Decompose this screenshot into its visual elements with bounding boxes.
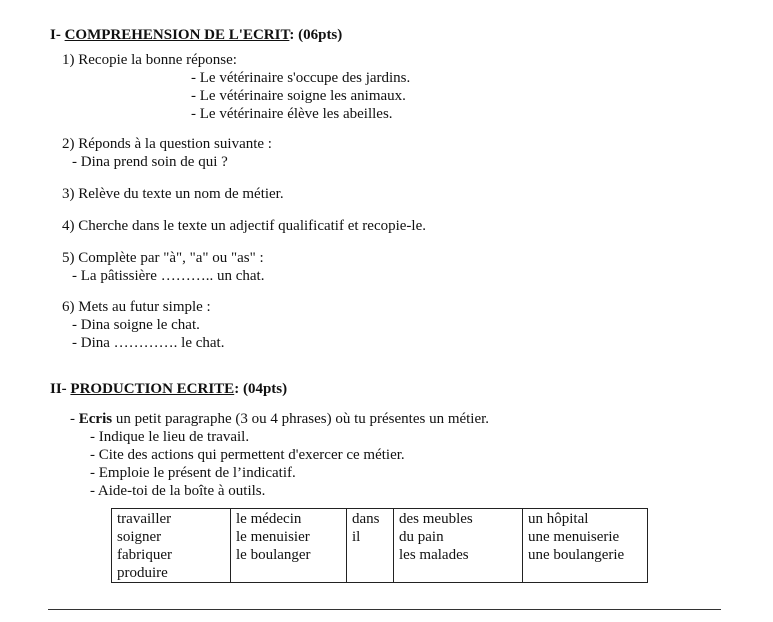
section-2-heading: [50, 380, 287, 398]
section-2-prefix: II-: [50, 381, 71, 397]
toolbox-word: le médecin: [236, 511, 302, 527]
toolbox-people-cell: [231, 509, 347, 583]
question-5: 5) Complète par "à", "a" ou "as" :: [62, 250, 264, 266]
bottom-divider: [48, 609, 721, 610]
q6-line-1: - Dina soigne le chat.: [72, 317, 200, 333]
task-item-2: - Cite des actions qui permettent d'exercer ce métier.: [90, 447, 405, 463]
toolbox-word: une menuiserie: [528, 529, 620, 545]
task-item-1: - Indique le lieu de travail.: [90, 429, 250, 445]
question-3: 3) Relève du texte un nom de métier.: [62, 186, 284, 202]
section-1-points: : (06pts): [289, 27, 343, 43]
section-2-title: PRODUCTION ECRITE: [70, 381, 235, 397]
toolbox-word: le menuisier: [236, 529, 310, 545]
toolbox-word: les malades: [399, 547, 469, 563]
toolbox-word: un hôpital: [528, 511, 589, 527]
q6-line-2: - Dina …………. le chat.: [72, 335, 225, 351]
toolbox-word: soigner: [117, 529, 162, 545]
question-6: 6) Mets au futur simple :: [62, 299, 211, 315]
toolbox-word: du pain: [399, 529, 444, 545]
toolbox-word: produire: [117, 565, 168, 581]
task-lead-bold: Ecris: [78, 411, 113, 427]
task-lead-dash: -: [70, 411, 79, 427]
question-1: 1) Recopie la bonne réponse:: [62, 52, 237, 68]
toolbox-objects-cell: [394, 509, 523, 583]
question-4: 4) Cherche dans le texte un adjectif qualificatif et recopie-le.: [62, 218, 426, 234]
section-1-title: COMPREHENSION DE L'ECRIT: [64, 27, 290, 43]
toolbox-small-words-cell: [347, 509, 394, 583]
toolbox-table: [111, 508, 648, 583]
toolbox-word: le boulanger: [236, 547, 311, 563]
q1-option-2: - Le vétérinaire soigne les animaux.: [191, 88, 406, 104]
toolbox-word: il: [352, 529, 361, 545]
toolbox-word: dans: [352, 511, 380, 527]
toolbox-word: une boulangerie: [528, 547, 625, 563]
section-1-prefix: I-: [50, 27, 65, 43]
section-2-points: : (04pts): [234, 381, 288, 397]
toolbox-verbs-cell: [112, 509, 231, 583]
toolbox-word: travailler: [117, 511, 172, 527]
q2-line: - Dina prend soin de qui ?: [72, 154, 228, 170]
toolbox-word: fabriquer: [117, 547, 172, 563]
q1-option-1: - Le vétérinaire s'occupe des jardins.: [191, 70, 411, 86]
q1-option-3: - Le vétérinaire élève les abeilles.: [191, 106, 393, 122]
task-lead-rest: un petit paragraphe (3 ou 4 phrases) où tu présentes un métier.: [112, 411, 490, 427]
toolbox-word: des meubles: [399, 511, 473, 527]
toolbox-places-cell: [523, 509, 648, 583]
toolbox-row: [112, 509, 648, 583]
question-2: 2) Réponds à la question suivante :: [62, 136, 272, 152]
q5-line: - La pâtissière ……….. un chat.: [72, 268, 265, 284]
task-instruction: [70, 410, 489, 428]
section-1-heading: [50, 26, 342, 44]
task-item-4: - Aide-toi de la boîte à outils.: [90, 483, 266, 499]
task-item-3: - Emploie le présent de l’indicatif.: [90, 465, 296, 481]
